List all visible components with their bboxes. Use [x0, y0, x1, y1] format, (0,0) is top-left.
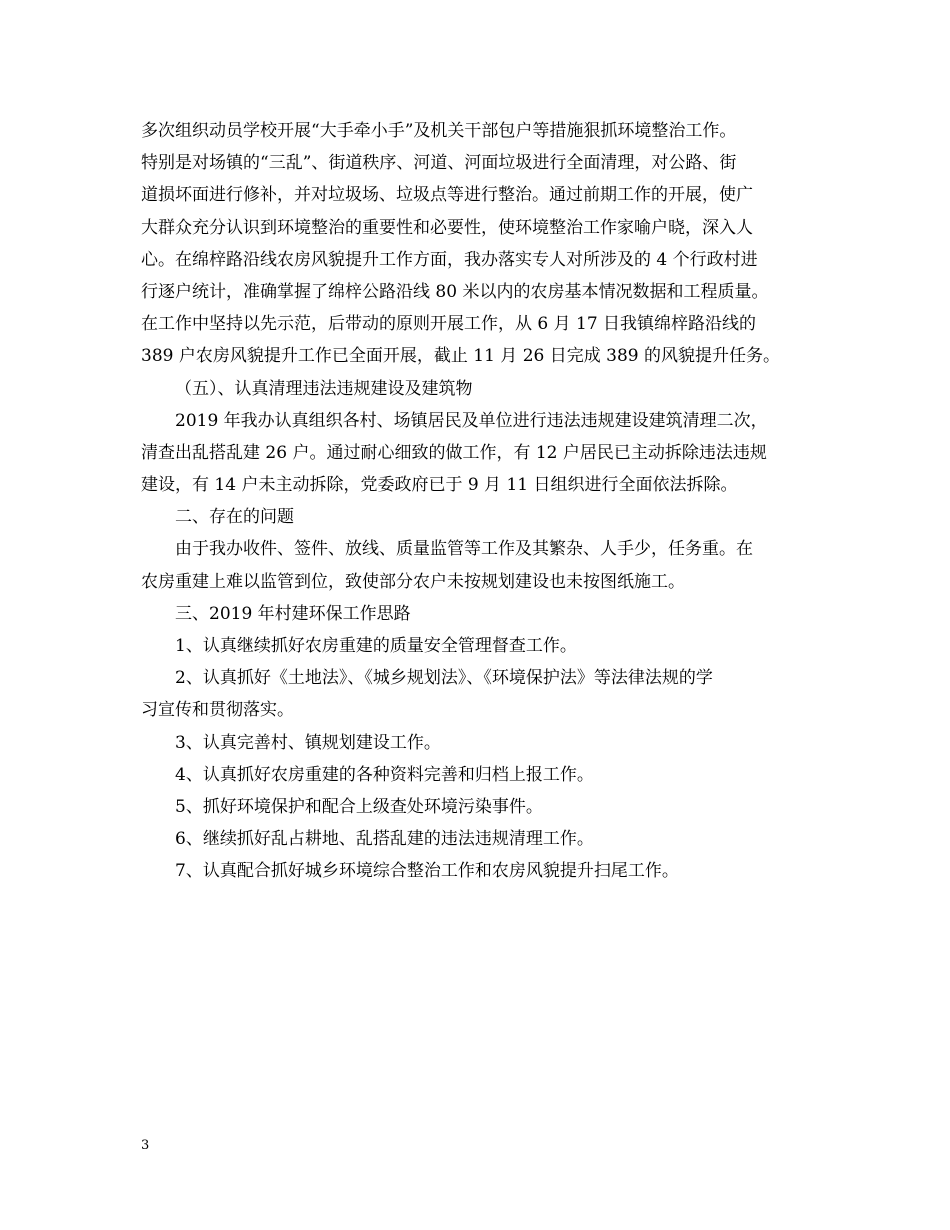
text-line: 二、存在的问题	[175, 507, 294, 528]
text-line: （五）、认真清理违法违规建设及建筑物	[175, 378, 473, 399]
text-line: 7、认真配合抓好城乡环境综合整治工作和农房风貌提升扫尾工作。	[175, 861, 679, 882]
text-line: 道损坏面进行修补，并对垃圾场、垃圾点等进行整治。通过前期工作的开展，使广	[141, 185, 753, 206]
text-line: 1、认真继续抓好农房重建的质量安全管理督查工作。	[175, 636, 577, 656]
text-line: 清查出乱搭乱建 26 户。通过耐心细致的做工作，有 12 户居民已主动拆除违法违规	[141, 442, 767, 463]
text-line: 在工作中坚持以先示范，后带动的原则开展工作，从 6 月 17 日我镇绵梓路沿线的	[141, 314, 757, 335]
text-line: 2、认真抓好《土地法》、《城乡规划法》、《环境保护法》等法律法规的学	[175, 668, 713, 689]
text-line: 389 户农房风貌提升工作已全面开展，截止 11 月 26 日完成 389 的风貌提升任务。	[141, 346, 780, 367]
text-line: 多次组织动员学校开展“大手牵小手”及机关干部包户等措施狠抓环境整治工作。	[141, 121, 737, 141]
text-line: 由于我办收件、签件、放线、质量监管等工作及其繁杂、人手少，任务重。在	[175, 539, 753, 560]
text-line: 5、抓好环境保护和配合上级查处环境污染事件。	[175, 796, 543, 817]
text-line: 大群众充分认识到环境整治的重要性和必要性，使环境整治工作家喻户晓，深入人	[141, 217, 753, 238]
document-body	[141, 115, 821, 888]
text-line: 4、认真抓好农房重建的各种资料完善和归档上报工作。	[175, 764, 594, 785]
text-line: 特别是对场镇的“三乱”、街道秩序、河道、河面垃圾进行全面清理，对公路、街	[141, 153, 737, 174]
text-line: 建设，有 14 户未主动拆除，党委政府已于 9 月 11 日组织进行全面依法拆除。	[141, 475, 738, 496]
page-number: 3	[141, 1138, 150, 1153]
text-line: 3、认真完善村、镇规划建设工作。	[175, 732, 441, 753]
text-line: 三、2019 年村建环保工作思路	[175, 603, 411, 624]
text-line: 6、继续抓好乱占耕地、乱搭乱建的违法违规清理工作。	[175, 829, 594, 850]
text-line: 心。在绵梓路沿线农房风貌提升工作方面，我办落实专人对所涉及的 4 个行政村进	[141, 249, 758, 270]
text-line: 行逐户统计，准确掌握了绵梓公路沿线 80 米以内的农房基本情况数据和工程质量。	[141, 281, 769, 302]
text-line: 习宣传和贯彻落实。	[141, 700, 294, 721]
text-line: 2019 年我办认真组织各村、场镇居民及单位进行违法违规建设建筑清理二次，	[175, 410, 768, 431]
text-line: 农房重建上难以监管到位，致使部分农户未按规划建设也未按图纸施工。	[141, 571, 685, 592]
